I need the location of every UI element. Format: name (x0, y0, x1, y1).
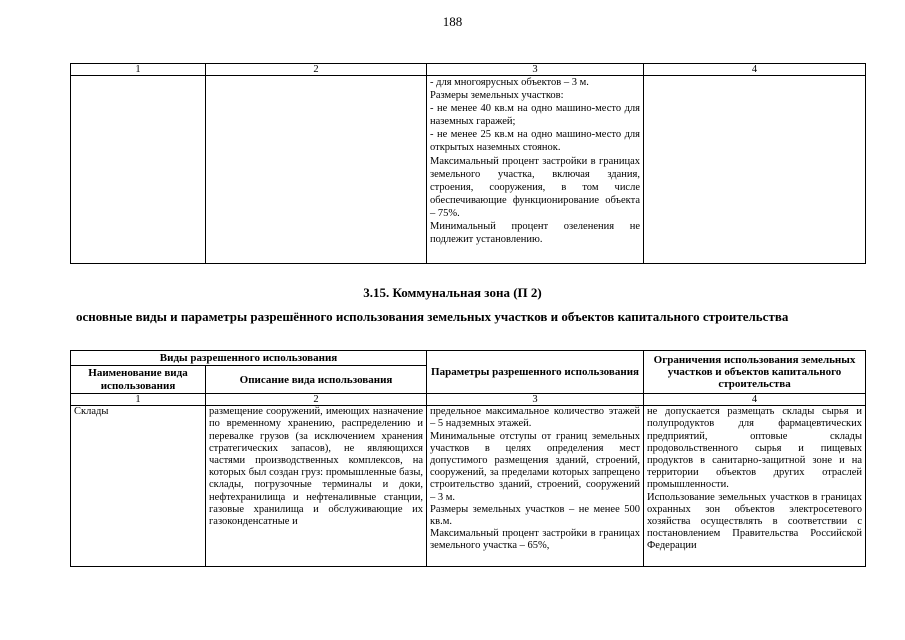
parameter-line: - не менее 40 кв.м на одно машино-место для наземных гаражей; (430, 103, 640, 128)
parameter-line: Максимальный процент застройки в границах земельного участка – 65%, (430, 528, 641, 552)
parameter-line: - для многоярусных объектов – 3 м. (430, 77, 589, 88)
column-number: 3 (427, 64, 644, 76)
use-name-cell (71, 406, 206, 567)
parameters-cell (427, 406, 644, 567)
restrictions-header: Ограничения использования земельных участков и объектов капитального строительства (644, 351, 866, 394)
column-number: 4 (644, 394, 866, 406)
parameter-line: Минимальный процент озеленения не подлежит установлению. (430, 221, 640, 246)
description-cell (206, 406, 427, 567)
section-subtitle: основные виды и параметры разрешённого использования земельных участков и объектов капитального строительства (76, 309, 789, 324)
empty-cell (71, 76, 206, 264)
empty-cell (644, 76, 866, 264)
section-title: 3.15. Коммунальная зона (П 2) (363, 285, 542, 300)
use-description: размещение сооружений, имеющих назначение по временному хранению, распределению и перевалке грузов (за исключением хранения стратегических запасов), не являющихся частями производственных комплексов, на которых был создан груз: промышленные базы, склады, погрузочные терминалы и доки, нефтехранилища и нефтеналивные станции, газовые хранилища и обслуживающие их газоконденсатные и (209, 406, 424, 528)
parameter-line: - не менее 25 кв.м на одно машино-место для открытых наземных стоянок. (430, 129, 640, 154)
parameter-line: предельное максимальное количество этажей – 5 надземных этажей. (430, 406, 641, 430)
parameter-line: Размеры земельных участков – не менее 500 кв.м. (430, 503, 641, 528)
column-number: 2 (206, 64, 427, 76)
table-row (71, 76, 866, 264)
name-header: Наименование вида использования (71, 366, 206, 394)
parameter-line: Размеры земельных участков: (430, 90, 564, 102)
column-number-row (71, 64, 866, 76)
column-number: 2 (206, 394, 427, 406)
restriction-line: Использование земельных участков в границах охранных зон объектов электросетевого хозяйства осуществлять в соответствии с постановлением Правительства Российской Федерации (647, 491, 863, 552)
restriction-line: не допускается размещать склады сырья и полупродуктов для фармацевтических предприятий, оптовые склады продовольственного сырья и пищевых продуктов в санитарно-защитной зоне и на территории объектов других отраслей промышленности. (647, 406, 863, 491)
column-number: 4 (644, 64, 866, 76)
restrictions-cell (644, 406, 866, 567)
table-row (71, 406, 866, 567)
parameters-header: Параметры разрешенного использования (427, 351, 644, 394)
column-number: 3 (427, 394, 644, 406)
zoning-table (70, 350, 866, 567)
description-header: Описание вида использования (206, 366, 427, 394)
continuation-table (70, 63, 866, 264)
parameter-line: Минимальные отступы от границ земельных участков в целях определения мест допустимого размещения зданий, строений, сооружений, за пределами которых запрещено строительство зданий, строений, сооружений – 3 м. (430, 430, 641, 503)
parameter-line: Максимальный процент застройки в границах земельного участка, включая здания, строения, сооружения, в том числе обеспечивающие функционирование объекта – 75%. (430, 155, 640, 219)
parameters-text (430, 406, 640, 552)
column-number: 1 (71, 64, 206, 76)
header-row (71, 351, 866, 366)
group-header: Виды разрешенного использования (71, 351, 427, 366)
page-number: 188 (442, 14, 463, 29)
use-name: Склады (74, 406, 109, 418)
empty-cell (206, 76, 427, 264)
parameters-cell (427, 76, 644, 264)
restrictions-text (647, 406, 862, 552)
column-number: 1 (71, 394, 206, 406)
column-number-row (71, 394, 866, 406)
